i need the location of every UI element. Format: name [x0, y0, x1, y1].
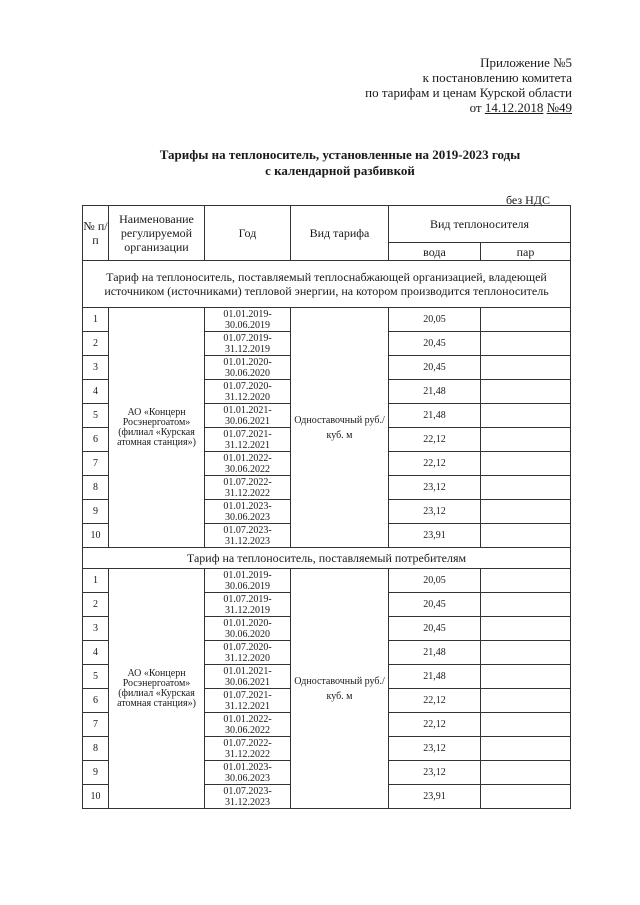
tariff-period: 01.01.2021-30.06.2021 [205, 404, 291, 428]
row-number: 6 [83, 428, 109, 452]
vat-note: без НДС [505, 193, 550, 207]
document-title [120, 147, 560, 179]
tariff-period: 01.01.2021-30.06.2021 [205, 665, 291, 689]
tariff-period: 01.07.2022-31.12.2022 [205, 737, 291, 761]
tariff-period: 01.01.2019-30.06.2019 [205, 308, 291, 332]
tariff-period: 01.07.2021-31.12.2021 [205, 428, 291, 452]
col-header-heat-carrier: Вид теплоносителя [389, 206, 571, 243]
tariff-period: 01.07.2022-31.12.2022 [205, 476, 291, 500]
row-number: 3 [83, 356, 109, 380]
water-tariff-value: 22,12 [389, 689, 481, 713]
col-header-steam: пар [481, 243, 571, 261]
steam-tariff-value [481, 524, 571, 548]
row-number: 8 [83, 737, 109, 761]
tariff-period: 01.07.2019-31.12.2019 [205, 593, 291, 617]
col-header-organization: Наименование регулируемой организации [109, 206, 205, 261]
section-title: Тариф на теплоноситель, поставляемый теплоснабжающей организацией, владеющей источником (источниками) тепловой энергии, на котором производится теплоноситель [83, 261, 571, 308]
steam-tariff-value [481, 665, 571, 689]
row-number: 10 [83, 524, 109, 548]
table-row [83, 569, 571, 593]
water-tariff-value: 23,91 [389, 785, 481, 809]
organization-name: АО «Концерн Росэнергоатом» (филиал «Курская атомная станция») [109, 308, 205, 548]
water-tariff-value: 20,05 [389, 308, 481, 332]
water-tariff-value: 23,12 [389, 737, 481, 761]
steam-tariff-value [481, 308, 571, 332]
col-header-tariff-type: Вид тарифа [291, 206, 389, 261]
resolution-ref: к постановлению комитета [422, 70, 572, 85]
steam-tariff-value [481, 569, 571, 593]
committee-name: по тарифам и ценам Курской области [365, 85, 572, 100]
row-number: 5 [83, 665, 109, 689]
col-header-year: Год [205, 206, 291, 261]
tariff-period: 01.01.2019-30.06.2019 [205, 569, 291, 593]
section-title: Тариф на теплоноситель, поставляемый потребителям [83, 548, 571, 569]
tariff-period: 01.01.2023-30.06.2023 [205, 500, 291, 524]
organization-name: АО «Концерн Росэнергоатом» (филиал «Курская атомная станция») [109, 569, 205, 809]
row-number: 5 [83, 404, 109, 428]
steam-tariff-value [481, 404, 571, 428]
tariff-period: 01.01.2022-30.06.2022 [205, 452, 291, 476]
row-number: 9 [83, 761, 109, 785]
steam-tariff-value [481, 737, 571, 761]
tariff-period: 01.07.2019-31.12.2019 [205, 332, 291, 356]
water-tariff-value: 20,05 [389, 569, 481, 593]
water-tariff-value: 20,45 [389, 356, 481, 380]
row-number: 2 [83, 332, 109, 356]
steam-tariff-value [481, 689, 571, 713]
table-row [83, 308, 571, 332]
resolution-date: 14.12.2018 [484, 100, 544, 115]
tariff-period: 01.07.2020-31.12.2020 [205, 641, 291, 665]
row-number: 7 [83, 452, 109, 476]
steam-tariff-value [481, 713, 571, 737]
tariff-type: Одноставочный руб./куб. м [291, 569, 389, 809]
water-tariff-value: 23,12 [389, 500, 481, 524]
steam-tariff-value [481, 761, 571, 785]
water-tariff-value: 23,91 [389, 524, 481, 548]
col-header-water: вода [389, 243, 481, 261]
row-number: 1 [83, 569, 109, 593]
water-tariff-value: 22,12 [389, 428, 481, 452]
steam-tariff-value [481, 428, 571, 452]
row-number: 4 [83, 380, 109, 404]
tariff-period: 01.07.2020-31.12.2020 [205, 380, 291, 404]
water-tariff-value: 22,12 [389, 713, 481, 737]
tariff-table [82, 205, 571, 809]
tariff-period: 01.07.2023-31.12.2023 [205, 524, 291, 548]
tariff-period: 01.01.2020-30.06.2020 [205, 617, 291, 641]
row-number: 4 [83, 641, 109, 665]
steam-tariff-value [481, 356, 571, 380]
steam-tariff-value [481, 476, 571, 500]
water-tariff-value: 20,45 [389, 332, 481, 356]
water-tariff-value: 20,45 [389, 593, 481, 617]
tariff-period: 01.01.2022-30.06.2022 [205, 713, 291, 737]
steam-tariff-value [481, 332, 571, 356]
water-tariff-value: 21,48 [389, 380, 481, 404]
tariff-period: 01.01.2020-30.06.2020 [205, 356, 291, 380]
water-tariff-value: 21,48 [389, 404, 481, 428]
row-number: 8 [83, 476, 109, 500]
title-line-1: Тарифы на теплоноситель, установленные на 2019-2023 годы [159, 147, 521, 162]
steam-tariff-value [481, 617, 571, 641]
resolution-number: №49 [546, 100, 572, 115]
water-tariff-value: 21,48 [389, 641, 481, 665]
water-tariff-value: 21,48 [389, 665, 481, 689]
steam-tariff-value [481, 452, 571, 476]
water-tariff-value: 23,12 [389, 761, 481, 785]
title-line-2: с календарной разбивкой [265, 163, 415, 178]
tariff-period: 01.07.2021-31.12.2021 [205, 689, 291, 713]
document-header [322, 55, 572, 115]
steam-tariff-value [481, 380, 571, 404]
tariff-period: 01.07.2023-31.12.2023 [205, 785, 291, 809]
tariff-type: Одноставочный руб./куб. м [291, 308, 389, 548]
appendix-label: Приложение №5 [480, 55, 572, 70]
steam-tariff-value [481, 785, 571, 809]
row-number: 10 [83, 785, 109, 809]
row-number: 1 [83, 308, 109, 332]
steam-tariff-value [481, 500, 571, 524]
date-prefix: от [469, 100, 482, 115]
water-tariff-value: 23,12 [389, 476, 481, 500]
row-number: 7 [83, 713, 109, 737]
row-number: 3 [83, 617, 109, 641]
steam-tariff-value [481, 641, 571, 665]
resolution-date-line [322, 100, 572, 115]
row-number: 9 [83, 500, 109, 524]
col-header-number: № п/п [83, 206, 109, 261]
tariff-table-body [83, 261, 571, 809]
row-number: 6 [83, 689, 109, 713]
steam-tariff-value [481, 593, 571, 617]
water-tariff-value: 22,12 [389, 452, 481, 476]
row-number: 2 [83, 593, 109, 617]
water-tariff-value: 20,45 [389, 617, 481, 641]
tariff-period: 01.01.2023-30.06.2023 [205, 761, 291, 785]
